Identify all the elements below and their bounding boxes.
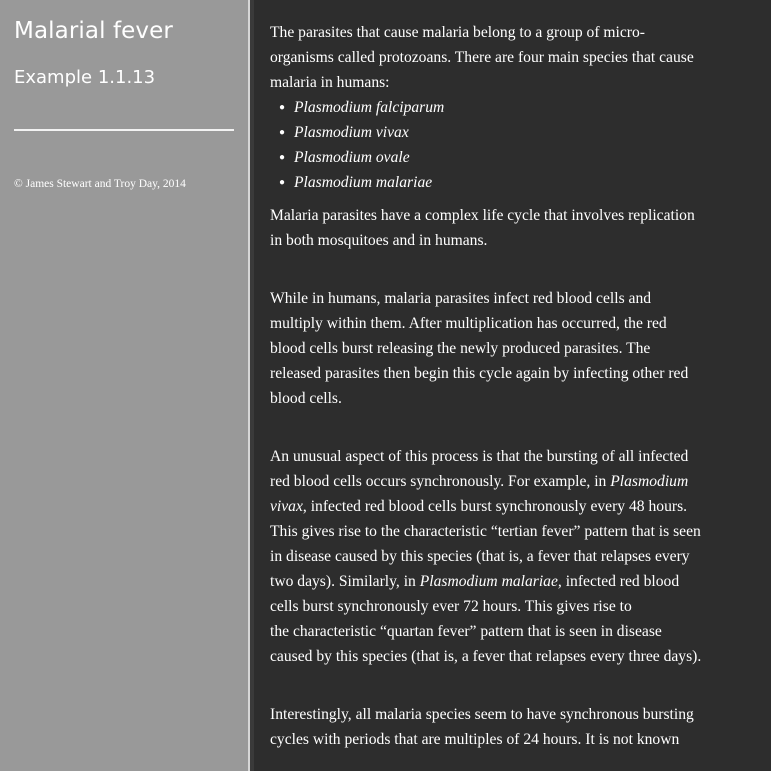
species-name: Plasmodium (610, 473, 689, 490)
sync-text: red blood cells occurs synchronously. For example, in (270, 473, 611, 490)
bullet-icon: ● (279, 127, 286, 138)
species-name: Plasmodium malariae (294, 174, 433, 191)
species-list (270, 95, 766, 195)
spacer (270, 694, 766, 702)
species-name: Plasmodium malariae, (419, 573, 562, 590)
sync-line: caused by this species (that is, a fever that relapses every three days). (270, 648, 702, 665)
bullet-icon: ● (279, 102, 286, 113)
lifecycle-line: Malaria parasites have a complex life cycle that involves replication (270, 207, 695, 224)
sync-line: This gives rise to the characteristic “tertian fever” pattern that is seen (270, 523, 701, 540)
example-number: Example 1.1.13 (14, 67, 156, 88)
humans-line: blood cells. (270, 390, 342, 407)
final-paragraph (270, 702, 766, 752)
final-line: Interestingly, all malaria species seem to have synchronous bursting (270, 706, 694, 723)
synchronous-paragraph (270, 444, 766, 669)
main-content (270, 20, 766, 752)
sync-text: infected red blood (561, 573, 680, 590)
intro-line: organisms called protozoans. There are four main species that cause (270, 49, 694, 66)
sync-text: , infected red blood cells burst synchronously every 48 hours. (302, 498, 688, 515)
list-item (270, 145, 766, 170)
list-item (270, 95, 766, 120)
species-name: vivax (270, 498, 303, 515)
sidebar-divider (14, 129, 234, 131)
spacer (270, 278, 766, 286)
sidebar-border-shadow (250, 0, 254, 771)
sync-line: the characteristic “quartan fever” pattern that is seen in disease (270, 623, 662, 640)
intro-line: malaria in humans: (270, 74, 390, 91)
final-line: cycles with periods that are multiples of 24 hours. It is not known (270, 731, 680, 748)
page-title: Malarial fever (14, 18, 173, 44)
species-name: Plasmodium vivax (294, 124, 409, 141)
spacer (270, 411, 766, 436)
intro-line: The parasites that cause malaria belong to a group of micro- (270, 24, 645, 41)
list-item (270, 170, 766, 195)
bullet-icon: ● (279, 177, 286, 188)
humans-line: released parasites then begin this cycle again by infecting other red (270, 365, 689, 382)
sync-line: cells burst synchronously ever 72 hours. This gives rise to (270, 598, 632, 615)
intro-paragraph (270, 20, 766, 95)
bullet-icon: ● (279, 152, 286, 163)
lifecycle-line: in both mosquitoes and in humans. (270, 232, 488, 249)
species-name: Plasmodium falciparum (294, 99, 445, 116)
humans-line: blood cells burst releasing the newly produced parasites. The (270, 340, 651, 357)
spacer (270, 669, 766, 694)
sync-text: two days). Similarly, in (270, 573, 420, 590)
list-item (270, 120, 766, 145)
sidebar (0, 0, 248, 771)
humans-paragraph (270, 286, 766, 411)
spacer (270, 195, 766, 203)
lifecycle-paragraph (270, 203, 766, 253)
sync-line: in disease caused by this species (that is, a fever that relapses every (270, 548, 690, 565)
copyright-notice: © James Stewart and Troy Day, 2014 (14, 178, 186, 190)
humans-line: While in humans, malaria parasites infect red blood cells and (270, 290, 652, 307)
humans-line: multiply within them. After multiplication has occurred, the red (270, 315, 667, 332)
sync-line: An unusual aspect of this process is that the bursting of all infected (270, 448, 689, 465)
spacer (270, 253, 766, 278)
spacer (270, 436, 766, 444)
species-name: Plasmodium ovale (294, 149, 410, 166)
